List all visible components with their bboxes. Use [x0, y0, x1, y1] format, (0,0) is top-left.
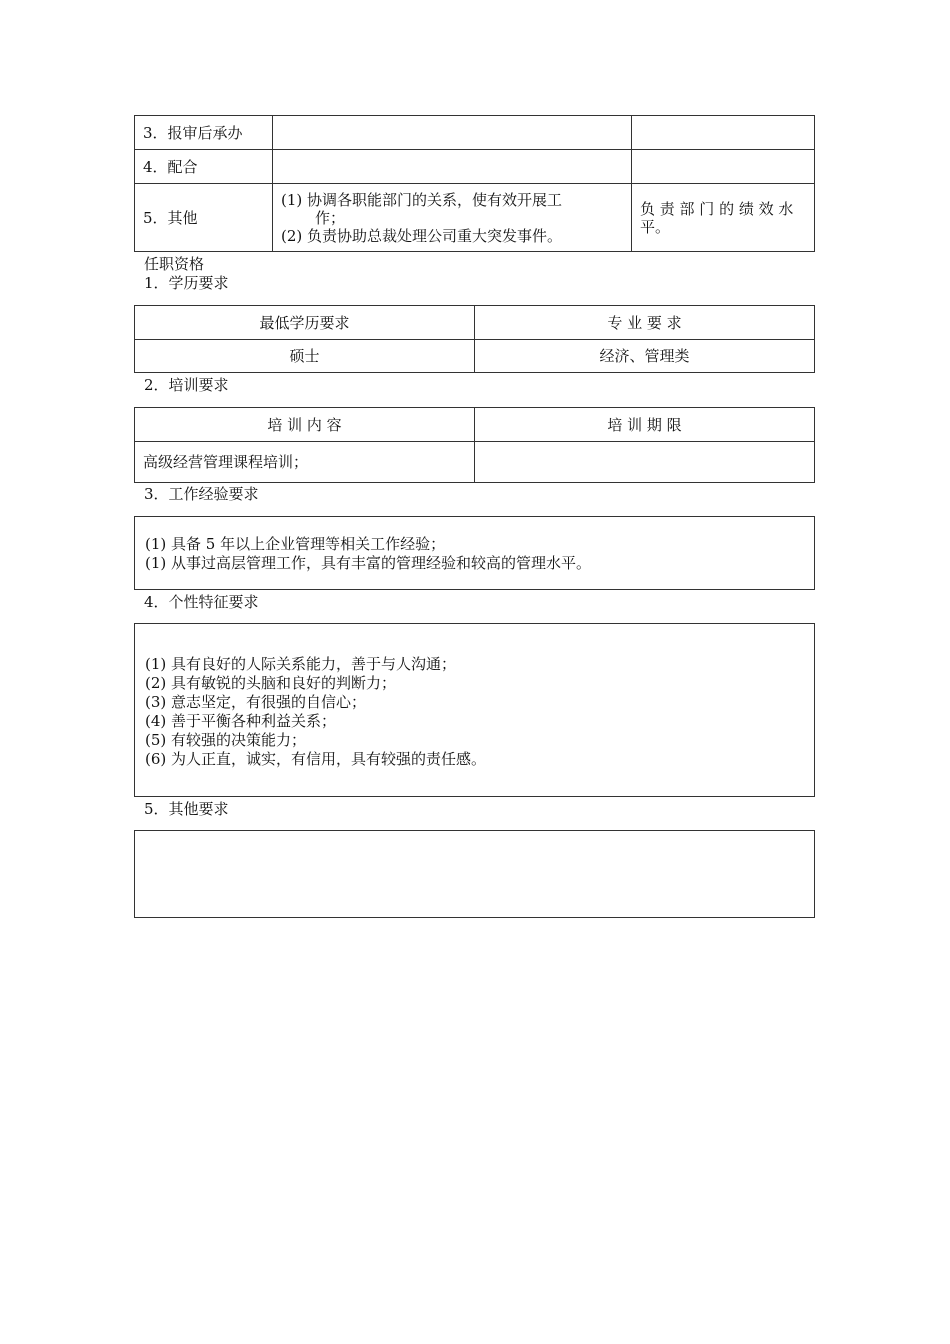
training-heading: 2．培训要求	[144, 376, 229, 394]
table-row	[135, 184, 815, 252]
training-value-content: 高级经营管理课程培训；	[135, 442, 475, 483]
duty-label-cell: 3．报审后承办	[135, 116, 273, 150]
personality-line: (6) 为人正直，诚实，有信用，具有较强的责任感。	[145, 750, 487, 768]
duty-content-line: (2) 负责协助总裁处理公司重大突发事件。	[281, 226, 563, 245]
table-row	[135, 306, 815, 340]
personality-line: (2) 具有敏锐的头脑和良好的判断力；	[145, 674, 397, 692]
duty-content-cell	[273, 116, 632, 150]
table-row	[135, 442, 815, 483]
table-row	[135, 408, 815, 442]
training-table	[134, 407, 815, 483]
duty-standard-line: 负 责 部 门 的 绩 效 水	[640, 199, 794, 218]
experience-line: (1) 具备 5 年以上企业管理等相关工作经验；	[145, 535, 446, 553]
other-box	[134, 830, 815, 918]
duty-label-cell: 4．配合	[135, 150, 273, 184]
duty-standard-cell	[632, 116, 815, 150]
training-header-period: 培 训 期 限	[475, 408, 815, 442]
duties-table	[134, 115, 815, 252]
personality-box	[134, 623, 815, 797]
table-row	[135, 150, 815, 184]
duty-content-line: 作；	[315, 208, 346, 227]
experience-box	[134, 516, 815, 590]
qualifications-title: 任职资格	[144, 255, 205, 273]
duty-label-cell: 5．其他	[135, 184, 273, 252]
table-row	[135, 340, 815, 373]
education-table	[134, 305, 815, 373]
education-header-major: 专 业 要 求	[475, 306, 815, 340]
personality-line: (3) 意志坚定，有很强的自信心；	[145, 693, 367, 711]
duty-content-cell	[273, 150, 632, 184]
duty-content-cell	[273, 184, 632, 252]
personality-heading: 4．个性特征要求	[144, 593, 259, 611]
education-value-min: 硕士	[135, 340, 475, 373]
education-value-major: 经济、管理类	[475, 340, 815, 373]
training-value-period	[475, 442, 815, 483]
education-header-min: 最低学历要求	[135, 306, 475, 340]
personality-line: (5) 有较强的决策能力；	[145, 731, 307, 749]
personality-line: (4) 善于平衡各种利益关系；	[145, 712, 337, 730]
duty-content-line: (1) 协调各职能部门的关系，使有效开展工	[281, 190, 563, 209]
experience-line: (1) 从事过高层管理工作，具有丰富的管理经验和较高的管理水平。	[145, 554, 592, 572]
table-row	[135, 116, 815, 150]
duty-standard-line: 平。	[640, 217, 671, 236]
duty-standard-cell	[632, 150, 815, 184]
education-heading: 1．学历要求	[144, 274, 229, 292]
experience-heading: 3．工作经验要求	[144, 485, 259, 503]
personality-line: (1) 具有良好的人际关系能力，善于与人沟通；	[145, 655, 457, 673]
other-heading: 5．其他要求	[144, 800, 229, 818]
duty-standard-cell	[632, 184, 815, 252]
training-header-content: 培 训 内 容	[135, 408, 475, 442]
